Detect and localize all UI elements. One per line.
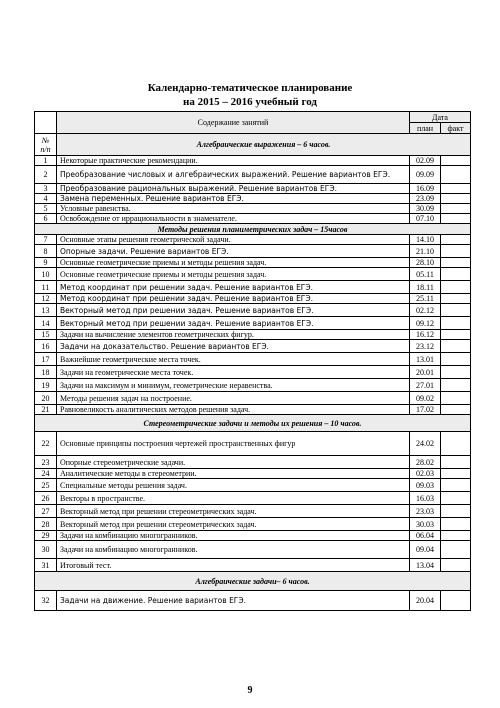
row-number: 30 <box>35 541 57 559</box>
row-fact-date <box>441 492 471 505</box>
table-row <box>35 456 471 469</box>
row-fact-date <box>441 432 471 456</box>
table-row <box>35 184 471 194</box>
row-fact-date <box>441 456 471 469</box>
document-title: Календарно-тематическое планирование <box>147 82 353 94</box>
plan-table <box>34 111 471 611</box>
row-topic: Векторный метод при решении стереометрических задач. <box>57 505 410 518</box>
row-plan-date: 13.01 <box>410 353 441 366</box>
section-title: Алгебраические задачи– 6 часов. <box>35 572 471 591</box>
row-plan-date: 23.09 <box>410 194 441 204</box>
row-fact-date <box>441 214 471 224</box>
row-number: 4 <box>35 194 57 204</box>
row-topic: Задачи на максимум и минимум, геометрические неравенства. <box>57 379 410 392</box>
row-fact-date <box>441 392 471 405</box>
row-topic: Метод координат при решении задач. Решение вариантов ЕГЭ. <box>57 294 410 304</box>
row-topic: Специальные методы решения задач. <box>57 479 410 492</box>
row-fact-date <box>441 559 471 572</box>
row-plan-date: 02.09 <box>410 156 441 166</box>
section-row <box>35 572 471 591</box>
row-plan-date: 06.04 <box>410 531 441 541</box>
row-fact-date <box>441 245 471 258</box>
row-topic: Задачи на движение. Решение вариантов ЕГЭ. <box>57 591 410 611</box>
row-topic: Задачи на вычисление элементов геометрических фигур. <box>57 330 410 340</box>
table-row <box>35 156 471 166</box>
row-fact-date <box>441 281 471 294</box>
row-topic: Методы решения задач на построение. <box>57 392 410 405</box>
section-row <box>35 224 471 235</box>
row-number: 22 <box>35 432 57 456</box>
row-number: 9 <box>35 258 57 268</box>
row-topic: Основные принципы построения чертежей пространственных фигур <box>57 432 410 456</box>
header-date: Дата <box>410 112 471 123</box>
table-row <box>35 353 471 366</box>
row-number: 24 <box>35 469 57 479</box>
table-row <box>35 492 471 505</box>
row-number: 31 <box>35 559 57 572</box>
row-fact-date <box>441 235 471 245</box>
table-row <box>35 405 471 415</box>
row-number: 17 <box>35 353 57 366</box>
table-row <box>35 281 471 294</box>
row-plan-date: 16.12 <box>410 330 441 340</box>
row-topic: Задачи на комбинацию многогранников. <box>57 541 410 559</box>
row-topic: Метод координат при решении задач. Решение вариантов ЕГЭ. <box>57 281 410 294</box>
row-topic: Векторный метод при решении задач. Решение вариантов ЕГЭ. <box>57 317 410 330</box>
row-plan-date: 09.02 <box>410 392 441 405</box>
row-topic: Некоторые практические рекомендации. <box>57 156 410 166</box>
row-plan-date: 20.04 <box>410 591 441 611</box>
table-row <box>35 559 471 572</box>
row-plan-date: 25.11 <box>410 294 441 304</box>
header-content: Содержание занятий <box>57 112 410 134</box>
row-number: 7 <box>35 235 57 245</box>
row-topic: Замена переменных. Решение вариантов ЕГЭ. <box>57 194 410 204</box>
row-number: 29 <box>35 531 57 541</box>
row-fact-date <box>441 184 471 194</box>
table-row <box>35 294 471 304</box>
row-fact-date <box>441 304 471 317</box>
row-number: 14 <box>35 317 57 330</box>
row-plan-date: 16.09 <box>410 184 441 194</box>
row-plan-date: 13.04 <box>410 559 441 572</box>
row-number: 32 <box>35 591 57 611</box>
row-plan-date: 07.10 <box>410 214 441 224</box>
row-plan-date: 28.10 <box>410 258 441 268</box>
header-num-label: № п/п <box>35 134 57 156</box>
row-fact-date <box>441 479 471 492</box>
document-subtitle: на 2015 – 2016 учебный год <box>183 96 317 108</box>
section-row <box>35 415 471 432</box>
row-number: 28 <box>35 518 57 531</box>
row-topic: Векторный метод при решении задач. Решение вариантов ЕГЭ. <box>57 304 410 317</box>
row-topic: Итоговый тест. <box>57 559 410 572</box>
row-number: 3 <box>35 184 57 194</box>
table-row <box>35 194 471 204</box>
row-plan-date: 17.02 <box>410 405 441 415</box>
row-topic: Основные геометрические приемы и методы решения задач. <box>57 258 410 268</box>
row-number: 11 <box>35 281 57 294</box>
row-number: 20 <box>35 392 57 405</box>
row-plan-date: 27.01 <box>410 379 441 392</box>
row-fact-date <box>441 340 471 353</box>
row-number: 13 <box>35 304 57 317</box>
table-row <box>35 432 471 456</box>
table-row <box>35 591 471 611</box>
row-fact-date <box>441 469 471 479</box>
section-title: Алгебраические выражения – 6 часов. <box>57 134 471 156</box>
row-topic: Основные этапы решения геометрической задачи. <box>57 235 410 245</box>
row-fact-date <box>441 366 471 379</box>
row-topic: Условные равенства. <box>57 204 410 214</box>
row-fact-date <box>441 268 471 281</box>
table-row <box>35 204 471 214</box>
table-row <box>35 258 471 268</box>
table-row <box>35 541 471 559</box>
row-topic: Освобождение от иррациональности в знаменателе. <box>57 214 410 224</box>
row-plan-date: 21.10 <box>410 245 441 258</box>
row-number: 6 <box>35 214 57 224</box>
row-plan-date: 30.09 <box>410 204 441 214</box>
row-topic: Преобразование числовых и алгебраических выражений. Решение вариантов ЕГЭ. <box>57 166 410 184</box>
row-plan-date: 24.02 <box>410 432 441 456</box>
header-num <box>35 112 57 134</box>
table-row <box>35 317 471 330</box>
page-number: 9 <box>247 685 253 696</box>
row-number: 25 <box>35 479 57 492</box>
row-plan-date: 30.03 <box>410 518 441 531</box>
row-fact-date <box>441 379 471 392</box>
row-topic: Аналитические методы в стереометрии. <box>57 469 410 479</box>
header-plan: план <box>410 123 441 134</box>
row-plan-date: 09.04 <box>410 541 441 559</box>
header-fact: факт <box>441 123 471 134</box>
row-fact-date <box>441 353 471 366</box>
row-topic: Задачи на доказательство. Решение вариантов ЕГЭ. <box>57 340 410 353</box>
row-plan-date: 02.12 <box>410 304 441 317</box>
row-fact-date <box>441 258 471 268</box>
row-plan-date: 20.01 <box>410 366 441 379</box>
row-number: 5 <box>35 204 57 214</box>
row-topic: Задачи на комбинацию многогранников. <box>57 531 410 541</box>
table-row <box>35 235 471 245</box>
row-fact-date <box>441 330 471 340</box>
row-number: 18 <box>35 366 57 379</box>
row-topic: Опорные задачи. Решение вариантов ЕГЭ. <box>57 245 410 258</box>
row-fact-date <box>441 294 471 304</box>
table-row <box>35 518 471 531</box>
row-fact-date <box>441 541 471 559</box>
table-row <box>35 330 471 340</box>
table-row <box>35 505 471 518</box>
row-plan-date: 09.09 <box>410 166 441 184</box>
row-number: 21 <box>35 405 57 415</box>
row-plan-date: 28.02 <box>410 456 441 469</box>
row-number: 27 <box>35 505 57 518</box>
row-plan-date: 05.11 <box>410 268 441 281</box>
row-number: 19 <box>35 379 57 392</box>
row-plan-date: 14.10 <box>410 235 441 245</box>
row-plan-date: 09.12 <box>410 317 441 330</box>
row-number: 12 <box>35 294 57 304</box>
row-topic: Основные геометрические приемы и методы решения задач. <box>57 268 410 281</box>
section-row <box>35 134 471 156</box>
table-row <box>35 392 471 405</box>
row-number: 2 <box>35 166 57 184</box>
row-plan-date: 09.03 <box>410 479 441 492</box>
row-topic: Задачи на геометрические места точек. <box>57 366 410 379</box>
row-fact-date <box>441 405 471 415</box>
row-number: 23 <box>35 456 57 469</box>
row-number: 16 <box>35 340 57 353</box>
row-number: 8 <box>35 245 57 258</box>
row-topic: Векторный метод при решении стереометрических задач. <box>57 518 410 531</box>
row-fact-date <box>441 156 471 166</box>
table-row <box>35 304 471 317</box>
row-topic: Равновеликость аналитических методов решения задач. <box>57 405 410 415</box>
row-number: 10 <box>35 268 57 281</box>
table-row <box>35 469 471 479</box>
row-fact-date <box>441 518 471 531</box>
row-plan-date: 23.03 <box>410 505 441 518</box>
row-fact-date <box>441 194 471 204</box>
table-row <box>35 479 471 492</box>
row-fact-date <box>441 204 471 214</box>
table-row <box>35 379 471 392</box>
row-number: 1 <box>35 156 57 166</box>
row-fact-date <box>441 317 471 330</box>
table-row <box>35 214 471 224</box>
row-plan-date: 23.12 <box>410 340 441 353</box>
row-fact-date <box>441 531 471 541</box>
table-row <box>35 531 471 541</box>
row-topic: Опорные стереометрические задачи. <box>57 456 410 469</box>
row-fact-date <box>441 505 471 518</box>
table-row <box>35 366 471 379</box>
row-number: 26 <box>35 492 57 505</box>
section-title: Методы решения планиметрических задач – 15часов <box>35 224 471 235</box>
row-fact-date <box>441 166 471 184</box>
row-plan-date: 16.03 <box>410 492 441 505</box>
row-topic: Преобразование рациональных выражений. Решение вариантов ЕГЭ. <box>57 184 410 194</box>
row-plan-date: 02.03 <box>410 469 441 479</box>
row-number: 15 <box>35 330 57 340</box>
table-row <box>35 268 471 281</box>
table-row <box>35 245 471 258</box>
section-title: Стереометрические задачи и методы их решения – 10 часов. <box>35 415 471 432</box>
table-row <box>35 340 471 353</box>
table-row <box>35 166 471 184</box>
row-plan-date: 18.11 <box>410 281 441 294</box>
row-topic: Векторы в пространстве. <box>57 492 410 505</box>
row-fact-date <box>441 591 471 611</box>
row-topic: Важнейшие геометрические места точек. <box>57 353 410 366</box>
